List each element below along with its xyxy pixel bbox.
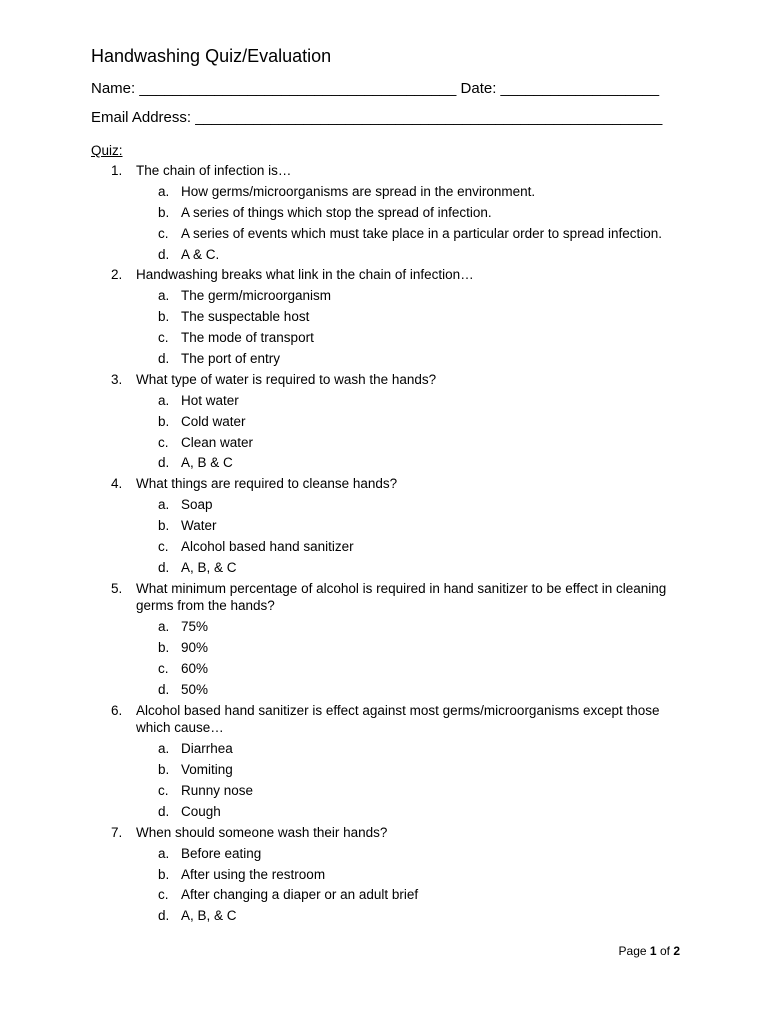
option-letter: b. xyxy=(158,204,170,220)
option-letter: c. xyxy=(158,434,169,450)
answer-option xyxy=(136,782,691,800)
option-text: A series of events which must take place in a particular order to spread infection. xyxy=(181,225,662,241)
question-item xyxy=(91,266,691,367)
answer-option xyxy=(136,225,691,243)
option-text: Cold water xyxy=(181,413,246,429)
question-item xyxy=(91,371,691,472)
option-text: A, B, & C xyxy=(181,559,237,575)
option-text: 90% xyxy=(181,640,209,656)
answer-option xyxy=(136,886,691,904)
answer-option xyxy=(136,392,691,410)
answer-option xyxy=(136,454,691,472)
question-item xyxy=(91,824,691,925)
answer-option xyxy=(136,681,691,699)
option-letter: c. xyxy=(158,887,169,903)
option-text: A & C. xyxy=(181,246,220,262)
question-item xyxy=(91,162,691,263)
option-letter: c. xyxy=(158,660,169,676)
question-number: 4. xyxy=(111,476,123,492)
page-current: 1 xyxy=(649,944,657,958)
answer-option xyxy=(136,496,691,514)
option-letter: d. xyxy=(158,681,170,697)
option-text: A, B, & C xyxy=(181,908,237,924)
option-text: The germ/microorganism xyxy=(181,288,332,304)
answer-option xyxy=(136,350,691,368)
name-date-line: Name: ______________________________________ Date: ___________________ xyxy=(91,80,660,97)
option-list xyxy=(136,496,691,576)
question-text: The chain of infection is… xyxy=(136,163,292,178)
question-text: Alcohol based hand sanitizer is effect against most germs/microorganisms except those which cause… xyxy=(136,702,660,736)
option-text: Alcohol based hand sanitizer xyxy=(181,539,354,555)
document-title: Handwashing Quiz/Evaluation xyxy=(91,46,332,66)
answer-option xyxy=(136,434,691,452)
option-letter: b. xyxy=(158,413,170,429)
answer-option xyxy=(136,559,691,577)
option-letter: a. xyxy=(158,619,170,635)
option-letter: a. xyxy=(158,183,170,199)
answer-option xyxy=(136,413,691,431)
option-letter: c. xyxy=(158,782,169,798)
option-text: Clean water xyxy=(181,434,254,450)
option-text: Water xyxy=(181,518,217,534)
option-text: After changing a diaper or an adult brief xyxy=(181,887,419,903)
answer-option xyxy=(136,329,691,347)
option-letter: b. xyxy=(158,518,170,534)
question-number: 1. xyxy=(111,163,123,178)
question-number: 6. xyxy=(111,702,123,718)
answer-option xyxy=(136,538,691,556)
answer-option xyxy=(136,618,691,636)
option-list xyxy=(136,845,691,925)
option-text: 50% xyxy=(181,681,209,697)
answer-option xyxy=(136,639,691,657)
option-letter: b. xyxy=(158,762,170,778)
answer-option xyxy=(136,517,691,535)
option-letter: d. xyxy=(158,908,170,924)
answer-option xyxy=(136,845,691,863)
page-word: Page xyxy=(618,944,647,958)
option-text: The suspectable host xyxy=(181,309,310,325)
option-list xyxy=(136,287,691,367)
option-letter: d. xyxy=(158,351,170,367)
question-number: 3. xyxy=(111,371,123,387)
option-letter: d. xyxy=(158,246,170,262)
answer-option xyxy=(136,287,691,305)
question-text: When should someone wash their hands? xyxy=(136,824,388,840)
option-text: A series of things which stop the spread of infection. xyxy=(181,204,492,220)
option-letter: b. xyxy=(158,866,170,882)
option-letter: c. xyxy=(158,225,169,241)
question-item xyxy=(91,580,691,699)
option-list xyxy=(136,183,691,263)
option-text: Soap xyxy=(181,497,213,513)
option-list xyxy=(136,392,691,472)
question-number: 2. xyxy=(111,267,123,283)
option-text: Cough xyxy=(181,803,221,819)
answer-option xyxy=(136,803,691,821)
answer-option xyxy=(136,246,691,264)
option-text: The mode of transport xyxy=(181,330,314,346)
question-item xyxy=(91,702,691,821)
option-text: The port of entry xyxy=(181,351,281,367)
option-list xyxy=(136,740,691,820)
question-text: What minimum percentage of alcohol is required in hand sanitizer to be effect in cleaning germs from the hands? xyxy=(136,580,667,614)
question-number: 7. xyxy=(111,824,123,840)
option-text: Diarrhea xyxy=(181,741,233,757)
quiz-label: Quiz: xyxy=(91,143,123,158)
option-text: A, B & C xyxy=(181,455,233,471)
option-text: Before eating xyxy=(181,845,262,861)
answer-option xyxy=(136,183,691,201)
option-letter: c. xyxy=(158,330,169,346)
option-text: 60% xyxy=(181,660,209,676)
question-text: What things are required to cleanse hands? xyxy=(136,476,398,492)
option-text: Runny nose xyxy=(181,782,254,798)
question-text: Handwashing breaks what link in the chain of infection… xyxy=(136,267,474,283)
option-list xyxy=(136,618,691,698)
answer-option xyxy=(136,204,691,222)
option-text: 75% xyxy=(181,619,209,635)
question-text: What type of water is required to wash the hands? xyxy=(136,371,437,387)
answer-option xyxy=(136,866,691,884)
option-text: Vomiting xyxy=(181,762,233,778)
option-letter: b. xyxy=(158,640,170,656)
page-footer xyxy=(619,944,680,958)
answer-option xyxy=(136,740,691,758)
question-number: 5. xyxy=(111,580,123,596)
option-letter: a. xyxy=(158,288,170,304)
question-item xyxy=(91,475,691,576)
answer-option xyxy=(136,308,691,326)
option-letter: a. xyxy=(158,741,170,757)
answer-option xyxy=(136,907,691,925)
option-letter: d. xyxy=(158,455,170,471)
option-letter: a. xyxy=(158,392,170,408)
answer-option xyxy=(136,761,691,779)
option-letter: a. xyxy=(158,497,170,513)
option-letter: a. xyxy=(158,845,170,861)
answer-option xyxy=(136,660,691,678)
option-text: Hot water xyxy=(181,392,239,408)
option-text: After using the restroom xyxy=(181,866,326,882)
page-total: 2 xyxy=(673,944,680,958)
question-list xyxy=(91,162,691,928)
of-word: of xyxy=(659,944,670,958)
option-letter: d. xyxy=(158,803,170,819)
option-letter: b. xyxy=(158,309,170,325)
email-address-line: Email Address: ________________________________________________________ xyxy=(91,109,663,126)
option-letter: c. xyxy=(158,539,169,555)
option-letter: d. xyxy=(158,559,170,575)
option-text: How germs/microorganisms are spread in the environment. xyxy=(181,183,536,199)
